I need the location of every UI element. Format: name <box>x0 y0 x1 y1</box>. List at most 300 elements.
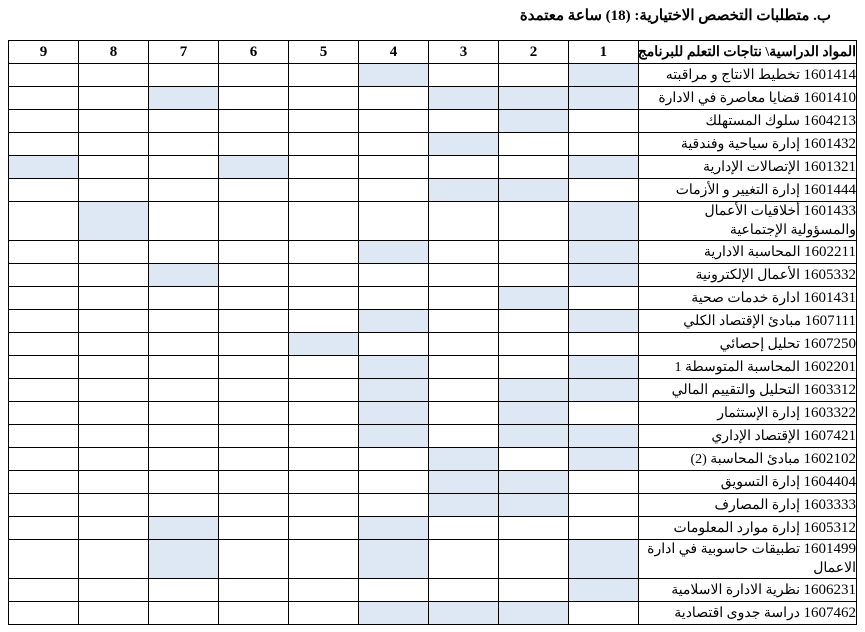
outcome-empty-cell <box>9 310 79 333</box>
course-name: إدارة التسويق <box>720 474 800 490</box>
course-code: 1607421 <box>803 427 856 444</box>
outcome-mapped-cell <box>149 264 219 287</box>
outcome-column-header: 7 <box>149 41 219 64</box>
outcome-empty-cell <box>289 540 359 579</box>
outcome-empty-cell <box>289 87 359 110</box>
outcome-empty-cell <box>149 202 219 241</box>
course-cell <box>638 64 856 87</box>
outcome-mapped-cell <box>428 494 498 517</box>
table-row <box>9 310 857 333</box>
outcome-empty-cell <box>9 264 79 287</box>
outcome-empty-cell <box>79 333 149 356</box>
outcome-empty-cell <box>219 494 289 517</box>
outcome-empty-cell <box>79 310 149 333</box>
outcome-empty-cell <box>289 287 359 310</box>
outcome-empty-cell <box>428 425 498 448</box>
course-cell <box>638 517 856 540</box>
outcome-empty-cell <box>289 494 359 517</box>
course-name: الأعمال الإلكترونية <box>695 267 800 283</box>
outcome-mapped-cell <box>498 87 568 110</box>
course-name: تحليل إحصائي <box>719 336 800 352</box>
outcome-empty-cell <box>428 64 498 87</box>
outcome-empty-cell <box>79 287 149 310</box>
course-cell <box>638 471 856 494</box>
course-code: 1602201 <box>803 358 856 375</box>
outcome-empty-cell <box>9 110 79 133</box>
outcome-column-header: 8 <box>79 41 149 64</box>
course-cell <box>638 202 856 241</box>
outcome-empty-cell <box>289 425 359 448</box>
outcome-mapped-cell <box>498 179 568 202</box>
outcome-empty-cell <box>149 448 219 471</box>
course-code: 1601444 <box>803 181 856 198</box>
outcome-mapped-cell <box>428 471 498 494</box>
outcome-mapped-cell <box>79 202 149 241</box>
outcome-empty-cell <box>428 579 498 602</box>
outcome-empty-cell <box>149 379 219 402</box>
outcome-mapped-cell <box>568 64 638 87</box>
outcome-empty-cell <box>289 156 359 179</box>
outcome-mapped-cell <box>219 156 289 179</box>
outcome-empty-cell <box>9 494 79 517</box>
course-name: نظرية الادارة الاسلامية <box>671 582 800 598</box>
outcome-mapped-cell <box>568 310 638 333</box>
course-code: 1602102 <box>803 450 856 467</box>
outcome-empty-cell <box>149 356 219 379</box>
course-code: 1601433 <box>803 203 856 219</box>
outcome-empty-cell <box>358 264 428 287</box>
outcome-empty-cell <box>9 448 79 471</box>
outcome-empty-cell <box>9 517 79 540</box>
outcome-mapped-cell <box>358 241 428 264</box>
course-name: ادارة خدمات صحية <box>691 290 800 306</box>
outcome-empty-cell <box>79 179 149 202</box>
outcome-mapped-cell <box>428 448 498 471</box>
outcome-empty-cell <box>498 202 568 241</box>
table-row <box>9 241 857 264</box>
outcome-empty-cell <box>9 425 79 448</box>
course-cell <box>638 241 856 264</box>
course-cell <box>638 540 856 579</box>
outcome-empty-cell <box>219 64 289 87</box>
outcome-empty-cell <box>219 425 289 448</box>
outcome-mapped-cell <box>568 264 638 287</box>
course-name: أخلاقيات الأعمال والمسؤولية الإجتماعية <box>704 204 856 238</box>
course-cell <box>638 133 856 156</box>
outcome-empty-cell <box>9 179 79 202</box>
outcome-empty-cell <box>428 310 498 333</box>
outcome-empty-cell <box>428 241 498 264</box>
course-name: مبادئ الإقتصاد الكلي <box>683 313 802 329</box>
outcome-mapped-cell <box>358 379 428 402</box>
outcome-mapped-cell <box>568 356 638 379</box>
outcome-empty-cell <box>219 87 289 110</box>
course-code: 1604213 <box>803 112 856 129</box>
table-row <box>9 425 857 448</box>
course-code: 1601499 <box>803 541 856 557</box>
outcome-mapped-cell <box>568 241 638 264</box>
outcome-empty-cell <box>219 379 289 402</box>
outcome-empty-cell <box>219 310 289 333</box>
outcome-empty-cell <box>9 471 79 494</box>
table-row <box>9 579 857 602</box>
outcome-empty-cell <box>428 110 498 133</box>
outcome-empty-cell <box>498 333 568 356</box>
course-name: المحاسبة الادارية <box>703 244 801 260</box>
course-code: 1606231 <box>803 581 856 598</box>
outcome-empty-cell <box>289 517 359 540</box>
table-row <box>9 156 857 179</box>
outcome-empty-cell <box>428 356 498 379</box>
outcome-empty-cell <box>358 287 428 310</box>
outcome-empty-cell <box>568 402 638 425</box>
outcome-empty-cell <box>289 264 359 287</box>
outcome-empty-cell <box>79 402 149 425</box>
outcome-empty-cell <box>219 202 289 241</box>
outcome-empty-cell <box>498 264 568 287</box>
outcome-empty-cell <box>358 156 428 179</box>
outcome-column-header: 4 <box>358 41 428 64</box>
outcome-mapped-cell <box>149 517 219 540</box>
outcome-empty-cell <box>219 602 289 625</box>
outcome-empty-cell <box>9 402 79 425</box>
outcome-empty-cell <box>9 287 79 310</box>
course-name: مبادئ المحاسبة (2) <box>690 451 800 467</box>
course-name: إدارة التغيير و الأزمات <box>675 182 800 198</box>
outcome-empty-cell <box>498 156 568 179</box>
outcome-empty-cell <box>9 356 79 379</box>
outcome-empty-cell <box>149 110 219 133</box>
course-cell <box>638 579 856 602</box>
outcome-empty-cell <box>9 379 79 402</box>
outcome-mapped-cell <box>358 540 428 579</box>
course-cell <box>638 287 856 310</box>
course-cell <box>638 494 856 517</box>
outcome-empty-cell <box>149 64 219 87</box>
outcome-empty-cell <box>9 579 79 602</box>
outcome-empty-cell <box>149 333 219 356</box>
course-cell <box>638 356 856 379</box>
outcome-mapped-cell <box>498 402 568 425</box>
outcome-mapped-cell <box>568 448 638 471</box>
outcome-mapped-cell <box>498 110 568 133</box>
course-code: 1601321 <box>803 158 856 175</box>
outcome-empty-cell <box>428 402 498 425</box>
outcome-empty-cell <box>149 241 219 264</box>
outcome-empty-cell <box>568 602 638 625</box>
course-code: 1601410 <box>803 89 856 106</box>
outcome-empty-cell <box>428 333 498 356</box>
outcome-empty-cell <box>79 602 149 625</box>
outcome-mapped-cell <box>498 425 568 448</box>
outcome-mapped-cell <box>428 179 498 202</box>
outcome-empty-cell <box>79 494 149 517</box>
course-name: المحاسبة المتوسطة 1 <box>674 359 800 375</box>
outcome-column-header: 1 <box>568 41 638 64</box>
table-row <box>9 448 857 471</box>
outcome-empty-cell <box>149 602 219 625</box>
table-body <box>9 64 857 625</box>
course-code: 1605332 <box>803 266 856 283</box>
outcome-empty-cell <box>428 379 498 402</box>
outcome-column-header: 2 <box>498 41 568 64</box>
outcome-column-header: 6 <box>219 41 289 64</box>
outcome-empty-cell <box>79 448 149 471</box>
outcome-mapped-cell <box>358 64 428 87</box>
table-row <box>9 110 857 133</box>
outcome-empty-cell <box>568 517 638 540</box>
outcome-mapped-cell <box>289 333 359 356</box>
course-name: الإتصالات الإدارية <box>702 159 800 175</box>
outcome-empty-cell <box>79 156 149 179</box>
course-code: 1604404 <box>803 473 856 490</box>
outcome-empty-cell <box>358 333 428 356</box>
outcome-empty-cell <box>289 579 359 602</box>
outcome-empty-cell <box>149 133 219 156</box>
course-code: 1607250 <box>803 335 856 352</box>
outcome-mapped-cell <box>358 310 428 333</box>
outcome-mapped-cell <box>498 602 568 625</box>
course-cell <box>638 264 856 287</box>
outcome-empty-cell <box>428 264 498 287</box>
table-row <box>9 602 857 625</box>
outcome-empty-cell <box>79 264 149 287</box>
outcome-mapped-cell <box>358 425 428 448</box>
course-code: 1605312 <box>803 519 856 536</box>
course-outcome-matrix <box>8 40 857 625</box>
course-code: 1603312 <box>803 381 856 398</box>
outcome-empty-cell <box>428 287 498 310</box>
outcome-mapped-cell <box>498 379 568 402</box>
outcome-empty-cell <box>219 540 289 579</box>
outcome-empty-cell <box>149 402 219 425</box>
outcome-column-header: 3 <box>428 41 498 64</box>
outcome-mapped-cell <box>149 540 219 579</box>
outcome-empty-cell <box>358 179 428 202</box>
course-name: إدارة الإستثمار <box>717 405 800 421</box>
outcome-empty-cell <box>219 241 289 264</box>
course-code: 1601414 <box>803 66 856 83</box>
outcome-empty-cell <box>498 517 568 540</box>
outcome-empty-cell <box>219 356 289 379</box>
outcome-empty-cell <box>79 540 149 579</box>
outcome-empty-cell <box>498 133 568 156</box>
outcome-mapped-cell <box>358 517 428 540</box>
outcome-empty-cell <box>149 310 219 333</box>
course-code: 1603322 <box>803 404 856 421</box>
outcome-empty-cell <box>149 156 219 179</box>
course-cell <box>638 179 856 202</box>
table-row <box>9 202 857 241</box>
outcome-empty-cell <box>498 356 568 379</box>
outcome-empty-cell <box>428 540 498 579</box>
course-cell <box>638 402 856 425</box>
outcome-empty-cell <box>568 333 638 356</box>
outcome-mapped-cell <box>358 602 428 625</box>
course-cell <box>638 448 856 471</box>
table-row <box>9 356 857 379</box>
outcome-empty-cell <box>79 241 149 264</box>
outcome-empty-cell <box>149 179 219 202</box>
outcome-empty-cell <box>289 402 359 425</box>
outcome-empty-cell <box>9 540 79 579</box>
course-name: قضايا معاصرة في الادارة <box>658 90 800 106</box>
outcome-empty-cell <box>79 133 149 156</box>
outcome-mapped-cell <box>568 540 638 579</box>
outcome-empty-cell <box>9 241 79 264</box>
outcome-empty-cell <box>358 579 428 602</box>
outcome-empty-cell <box>289 133 359 156</box>
table-row <box>9 333 857 356</box>
course-name: دراسة جدوى اقتصادية <box>674 605 800 621</box>
outcome-empty-cell <box>219 448 289 471</box>
outcome-empty-cell <box>358 133 428 156</box>
outcome-empty-cell <box>9 602 79 625</box>
outcome-mapped-cell <box>149 87 219 110</box>
outcome-empty-cell <box>289 471 359 494</box>
outcome-mapped-cell <box>568 379 638 402</box>
outcome-empty-cell <box>498 310 568 333</box>
course-name: إدارة موارد المعلومات <box>673 520 800 536</box>
outcome-empty-cell <box>79 64 149 87</box>
course-cell <box>638 333 856 356</box>
outcome-mapped-cell <box>568 425 638 448</box>
course-cell <box>638 602 856 625</box>
outcome-mapped-cell <box>358 356 428 379</box>
outcome-empty-cell <box>358 202 428 241</box>
outcome-mapped-cell <box>9 156 79 179</box>
outcome-empty-cell <box>219 133 289 156</box>
outcome-empty-cell <box>79 471 149 494</box>
course-cell <box>638 425 856 448</box>
outcome-mapped-cell <box>428 133 498 156</box>
course-name: الإقتصاد الإداري <box>711 428 800 444</box>
outcome-empty-cell <box>149 579 219 602</box>
outcome-mapped-cell <box>568 87 638 110</box>
outcome-empty-cell <box>9 133 79 156</box>
outcome-mapped-cell <box>498 471 568 494</box>
outcome-empty-cell <box>289 110 359 133</box>
outcome-empty-cell <box>149 287 219 310</box>
outcome-mapped-cell <box>568 579 638 602</box>
table-row <box>9 287 857 310</box>
table-row <box>9 133 857 156</box>
course-cell <box>638 379 856 402</box>
outcome-empty-cell <box>149 471 219 494</box>
outcome-empty-cell <box>428 156 498 179</box>
outcome-empty-cell <box>219 287 289 310</box>
course-name: إدارة المصارف <box>714 497 800 513</box>
outcome-empty-cell <box>79 379 149 402</box>
table-row <box>9 402 857 425</box>
outcome-empty-cell <box>568 494 638 517</box>
corner-header: المواد الدراسية\ نتاجات التعلم للبرنامج <box>638 41 856 64</box>
outcome-empty-cell <box>79 425 149 448</box>
outcome-empty-cell <box>219 579 289 602</box>
outcome-empty-cell <box>289 356 359 379</box>
outcome-empty-cell <box>358 494 428 517</box>
outcome-mapped-cell <box>358 402 428 425</box>
header-row <box>9 41 857 64</box>
outcome-mapped-cell <box>498 494 568 517</box>
course-name: تطبيقات حاسوبية في ادارة الاعمال <box>647 542 856 576</box>
table-row <box>9 379 857 402</box>
outcome-mapped-cell <box>568 202 638 241</box>
course-cell <box>638 87 856 110</box>
table-row <box>9 87 857 110</box>
outcome-mapped-cell <box>428 87 498 110</box>
outcome-column-header: 9 <box>9 41 79 64</box>
outcome-empty-cell <box>568 287 638 310</box>
course-code: 1601431 <box>803 289 856 306</box>
outcome-empty-cell <box>289 602 359 625</box>
outcome-empty-cell <box>289 310 359 333</box>
outcome-empty-cell <box>289 179 359 202</box>
outcome-empty-cell <box>358 471 428 494</box>
outcome-empty-cell <box>289 241 359 264</box>
outcome-empty-cell <box>568 471 638 494</box>
outcome-empty-cell <box>428 517 498 540</box>
course-name: تخطيط الانتاج و مراقبته <box>665 67 800 83</box>
table-row <box>9 540 857 579</box>
outcome-empty-cell <box>289 64 359 87</box>
outcome-empty-cell <box>149 494 219 517</box>
outcome-mapped-cell <box>498 287 568 310</box>
outcome-empty-cell <box>568 179 638 202</box>
table-row <box>9 64 857 87</box>
outcome-empty-cell <box>219 402 289 425</box>
outcome-empty-cell <box>219 179 289 202</box>
course-code: 1607462 <box>803 604 856 621</box>
outcome-empty-cell <box>149 425 219 448</box>
course-name: التحليل والتقييم المالي <box>671 382 800 398</box>
outcome-empty-cell <box>568 110 638 133</box>
outcome-empty-cell <box>498 448 568 471</box>
course-cell <box>638 310 856 333</box>
course-code: 1603333 <box>803 496 856 513</box>
outcome-empty-cell <box>79 517 149 540</box>
outcome-empty-cell <box>289 379 359 402</box>
table-row <box>9 494 857 517</box>
outcome-mapped-cell <box>568 156 638 179</box>
course-cell <box>638 156 856 179</box>
table-row <box>9 264 857 287</box>
table-row <box>9 517 857 540</box>
outcome-empty-cell <box>219 333 289 356</box>
outcome-empty-cell <box>568 133 638 156</box>
outcome-empty-cell <box>498 241 568 264</box>
outcome-column-header: 5 <box>289 41 359 64</box>
outcome-empty-cell <box>9 64 79 87</box>
outcome-empty-cell <box>219 517 289 540</box>
table-row <box>9 179 857 202</box>
outcome-empty-cell <box>498 579 568 602</box>
outcome-empty-cell <box>79 579 149 602</box>
section-heading: ب. متطلبات التخصص الاختيارية: (18) ساعة معتمدة <box>519 8 831 24</box>
course-code: 1602211 <box>804 243 856 260</box>
outcome-mapped-cell <box>428 602 498 625</box>
outcome-empty-cell <box>79 110 149 133</box>
outcome-empty-cell <box>219 110 289 133</box>
course-code: 1607111 <box>804 312 856 329</box>
outcome-empty-cell <box>9 87 79 110</box>
outcome-empty-cell <box>289 202 359 241</box>
course-name: إدارة سياحية وفندقية <box>680 136 800 152</box>
table-row <box>9 471 857 494</box>
course-code: 1601432 <box>803 135 856 152</box>
outcome-empty-cell <box>428 202 498 241</box>
outcome-empty-cell <box>498 64 568 87</box>
